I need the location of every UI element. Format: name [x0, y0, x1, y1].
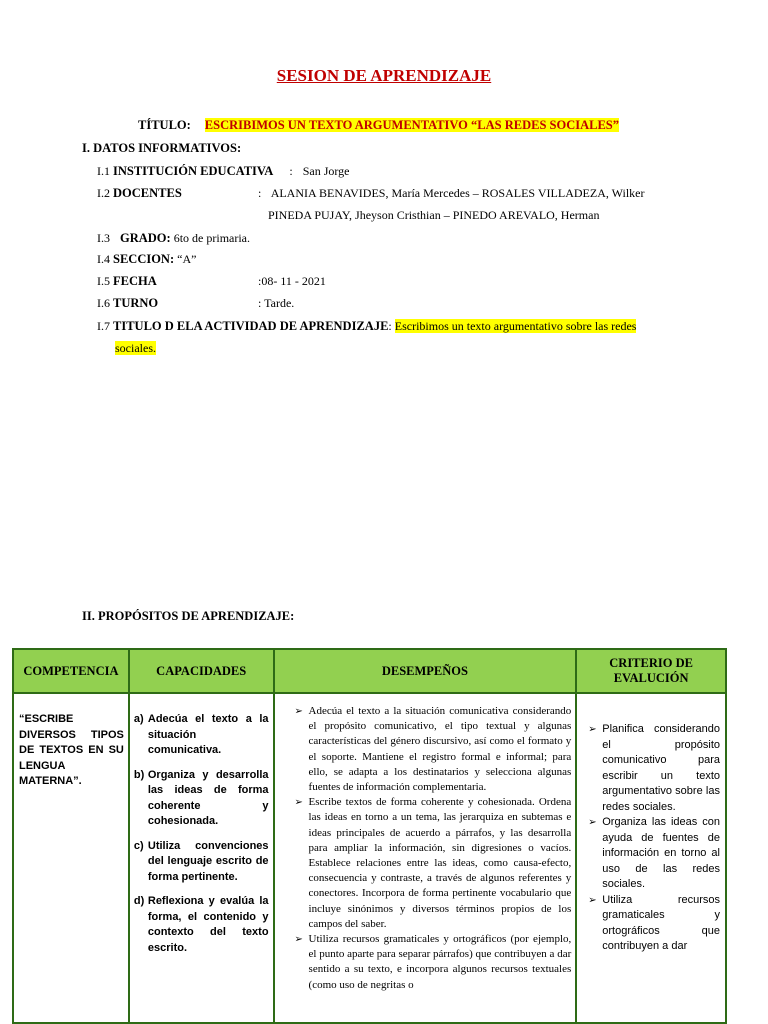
datos-item-seccion: I.4 SECCION: “A” — [97, 252, 197, 266]
header-competencia: COMPETENCIA — [13, 649, 129, 693]
datos-item-turno: I.6 TURNO — [97, 296, 159, 310]
header-desempenos: DESEMPEÑOS — [274, 649, 577, 693]
list-item: d) Reflexiona y evalúa la forma, el contenido y contexto del texto escrito. — [133, 895, 269, 954]
datos-item-turno-value: : Tarde. — [258, 296, 295, 310]
table-header-row — [13, 649, 726, 693]
list-item: ➢ Utiliza recursos gramaticales y ortográficos (por ejemplo, el punto aparte para separar párrafos) que contribuyen a dar sentido a su texto, e incorpora algunos recursos textuales (como uso de negritas o — [295, 932, 572, 993]
criterio-cell — [576, 693, 726, 1023]
propositos-table — [12, 648, 727, 1024]
list-item: b) Organiza y desarrolla las ideas de forma coherente y cohesionada. — [133, 768, 269, 827]
list-item: ➢ Escribe textos de forma coherente y cohesionada. Ordena las ideas en torno a un tema, las jerarquiza en subtemas e ideas principales de acuerdo a párrafos, y las desarrolla para ampliar la información, sin digresiones o vacíos. Establece relaciones entre las ideas, como causa-efecto, consecuencia y contraste, a través de algunos referentes y conectores. Incorpora de forma pertinente vocabulario que incluye sinónimos y diversos términos propios de los campos del saber. — [295, 795, 572, 932]
arrow-bullet-icon: ➢ — [588, 724, 597, 735]
titulo-value: ESCRIBIMOS UN TEXTO ARGUMENTATIVO “LAS REDES SOCIALES” — [204, 118, 619, 132]
datos-heading: I. DATOS INFORMATIVOS: — [82, 141, 242, 155]
datos-item-institucion: I.1 INSTITUCIÓN EDUCATIVA : San Jorge — [97, 164, 350, 178]
arrow-bullet-icon: ➢ — [294, 797, 303, 809]
list-item: ➢ Adecúa el texto a la situación comunicativa considerando el propósito comunicativo, el tipo textual y algunas características del género discursivo, así como el formato y el soporte. Mantiene el registro formal e informal; para ello, se adapta a los destinatarios y selecciona algunas fuentes de información complementaria. — [295, 704, 572, 795]
list-item: a) Adecúa el texto a la situación comunicativa. — [133, 713, 269, 756]
datos-item-actividad: I.7 TITULO D ELA ACTIVIDAD DE APRENDIZAJE: Escribimos un texto argumentativo sobre las redes — [97, 319, 637, 333]
list-item: ➢ Planifica considerando el propósito comunicativo para escribir un texto argumentativo sobre las redes sociales. — [588, 722, 720, 815]
table-row — [13, 693, 726, 1023]
list-item: ➢ Utiliza recursos gramaticales y ortográficos que contribuyen a dar — [588, 893, 720, 955]
page-title: SESION DE APRENDIZAJE — [276, 66, 492, 85]
datos-item-docentes: I.2 DOCENTES — [97, 186, 182, 200]
desempenos-cell — [274, 693, 577, 1023]
datos-item-docentes-value2: PINEDA PUJAY, Jheyson Cristhian – PINEDO AREVALO, Herman — [268, 208, 600, 222]
datos-item-fecha: I.5 FECHA — [97, 274, 157, 288]
titulo-label: TÍTULO: — [138, 118, 191, 132]
competencia-text: “ESCRIBE DIVERSOS TIPOS DE TEXTOS EN SU LENGUA MATERNA”. — [19, 713, 124, 787]
list-item: c) Utiliza convenciones del lenguaje escrito de forma pertinente. — [133, 839, 269, 883]
capacidades-cell — [129, 693, 274, 1023]
competencia-cell — [13, 693, 129, 1023]
header-capacidades: CAPACIDADES — [129, 649, 274, 693]
datos-item-docentes-value: : ALANIA BENAVIDES, María Mercedes – ROSALES VILLADEZA, Wilker — [258, 186, 645, 200]
arrow-bullet-icon: ➢ — [588, 817, 597, 828]
datos-item-grado: I.3 GRADO: 6to de primaria. — [97, 231, 251, 245]
datos-item-fecha-value: :08- 11 - 2021 — [258, 274, 326, 288]
propositos-heading: II. PROPÓSITOS DE APRENDIZAJE: — [82, 609, 295, 623]
arrow-bullet-icon: ➢ — [588, 894, 597, 906]
arrow-bullet-icon: ➢ — [294, 934, 303, 946]
header-criterio: CRITERIO DE EVALUCIÓN — [576, 649, 726, 693]
datos-item-actividad-cont: sociales. — [115, 341, 156, 355]
arrow-bullet-icon: ➢ — [294, 706, 303, 717]
list-item: ➢ Organiza las ideas con ayuda de fuentes de información en torno al uso de las redes sociales. — [588, 815, 720, 893]
titulo-line — [138, 118, 619, 133]
